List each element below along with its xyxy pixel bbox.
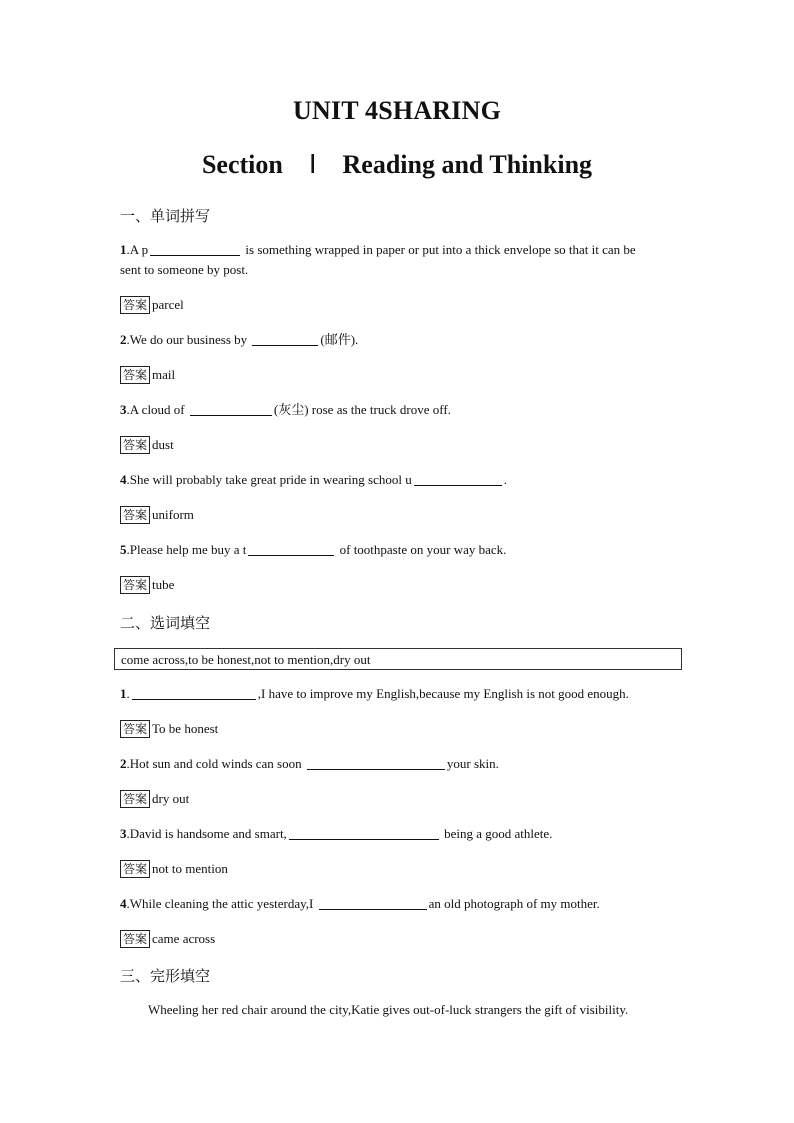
cloze-passage: Wheeling her red chair around the city,Katie gives out-of-luck strangers the gift of visibility. xyxy=(148,1002,629,1017)
part2-question-1: 1. ,I have to improve my English,because my English is not good enough. xyxy=(120,686,629,701)
part1-answer-5: 答案 tube xyxy=(120,575,174,595)
part1-question-2: 2.We do our business by (邮件). xyxy=(120,332,359,347)
part2-question-4: 4.While cleaning the attic yesterday,I an old photograph of my mother. xyxy=(120,896,600,911)
answer-blank xyxy=(319,895,427,910)
section-name: Reading and Thinking xyxy=(342,150,593,179)
answer-tag: 答案 xyxy=(120,930,150,948)
answer-tag: 答案 xyxy=(120,576,150,594)
part1-question-3: 3.A cloud of (灰尘) rose as the truck drove off. xyxy=(120,402,451,417)
part1-answer-4: 答案 uniform xyxy=(120,505,194,525)
unit-title: UNIT 4SHARING xyxy=(293,96,501,125)
section-roman-numeral: Ⅰ xyxy=(308,150,317,179)
answer-blank xyxy=(414,471,502,486)
part2-heading: 二、选词填空 xyxy=(120,614,211,632)
answer-blank xyxy=(307,755,445,770)
part1-answer-2: 答案 mail xyxy=(120,365,175,385)
section-title xyxy=(0,150,794,180)
part2-answer-3: 答案 not to mention xyxy=(120,859,228,879)
answer-blank xyxy=(132,685,256,700)
answer-tag: 答案 xyxy=(120,436,150,454)
part2-answer-4: 答案 came across xyxy=(120,929,215,949)
answer-blank xyxy=(248,541,334,556)
answer-tag: 答案 xyxy=(120,860,150,878)
word-bank-box: come across,to be honest,not to mention,dry out xyxy=(114,648,682,670)
part1-question-5: 5.Please help me buy a t of toothpaste on your way back. xyxy=(120,542,507,557)
part1-question-4: 4.She will probably take great pride in wearing school u . xyxy=(120,472,507,487)
answer-blank xyxy=(252,331,318,346)
answer-tag: 答案 xyxy=(120,790,150,808)
answer-blank xyxy=(150,241,240,256)
part1-question-1-continued: sent to someone by post. xyxy=(120,262,249,277)
answer-tag: 答案 xyxy=(120,720,150,738)
part2-question-2: 2.Hot sun and cold winds can soon your skin. xyxy=(120,756,499,771)
part1-answer-1: 答案 parcel xyxy=(120,295,184,315)
section-label: Section xyxy=(201,150,283,179)
answer-blank xyxy=(289,825,439,840)
part2-answer-2: 答案 dry out xyxy=(120,789,189,809)
answer-tag: 答案 xyxy=(120,506,150,524)
answer-blank xyxy=(190,401,272,416)
part3-heading: 三、完形填空 xyxy=(120,967,211,985)
part1-question-1: 1.A p is something wrapped in paper or put into a thick envelope so that it can be xyxy=(120,242,636,257)
answer-tag: 答案 xyxy=(120,296,150,314)
part1-heading: 一、单词拼写 xyxy=(120,207,211,225)
part2-answer-1: 答案 To be honest xyxy=(120,719,218,739)
answer-tag: 答案 xyxy=(120,366,150,384)
part2-question-3: 3.David is handsome and smart, being a good athlete. xyxy=(120,826,553,841)
part1-answer-3: 答案 dust xyxy=(120,435,174,455)
